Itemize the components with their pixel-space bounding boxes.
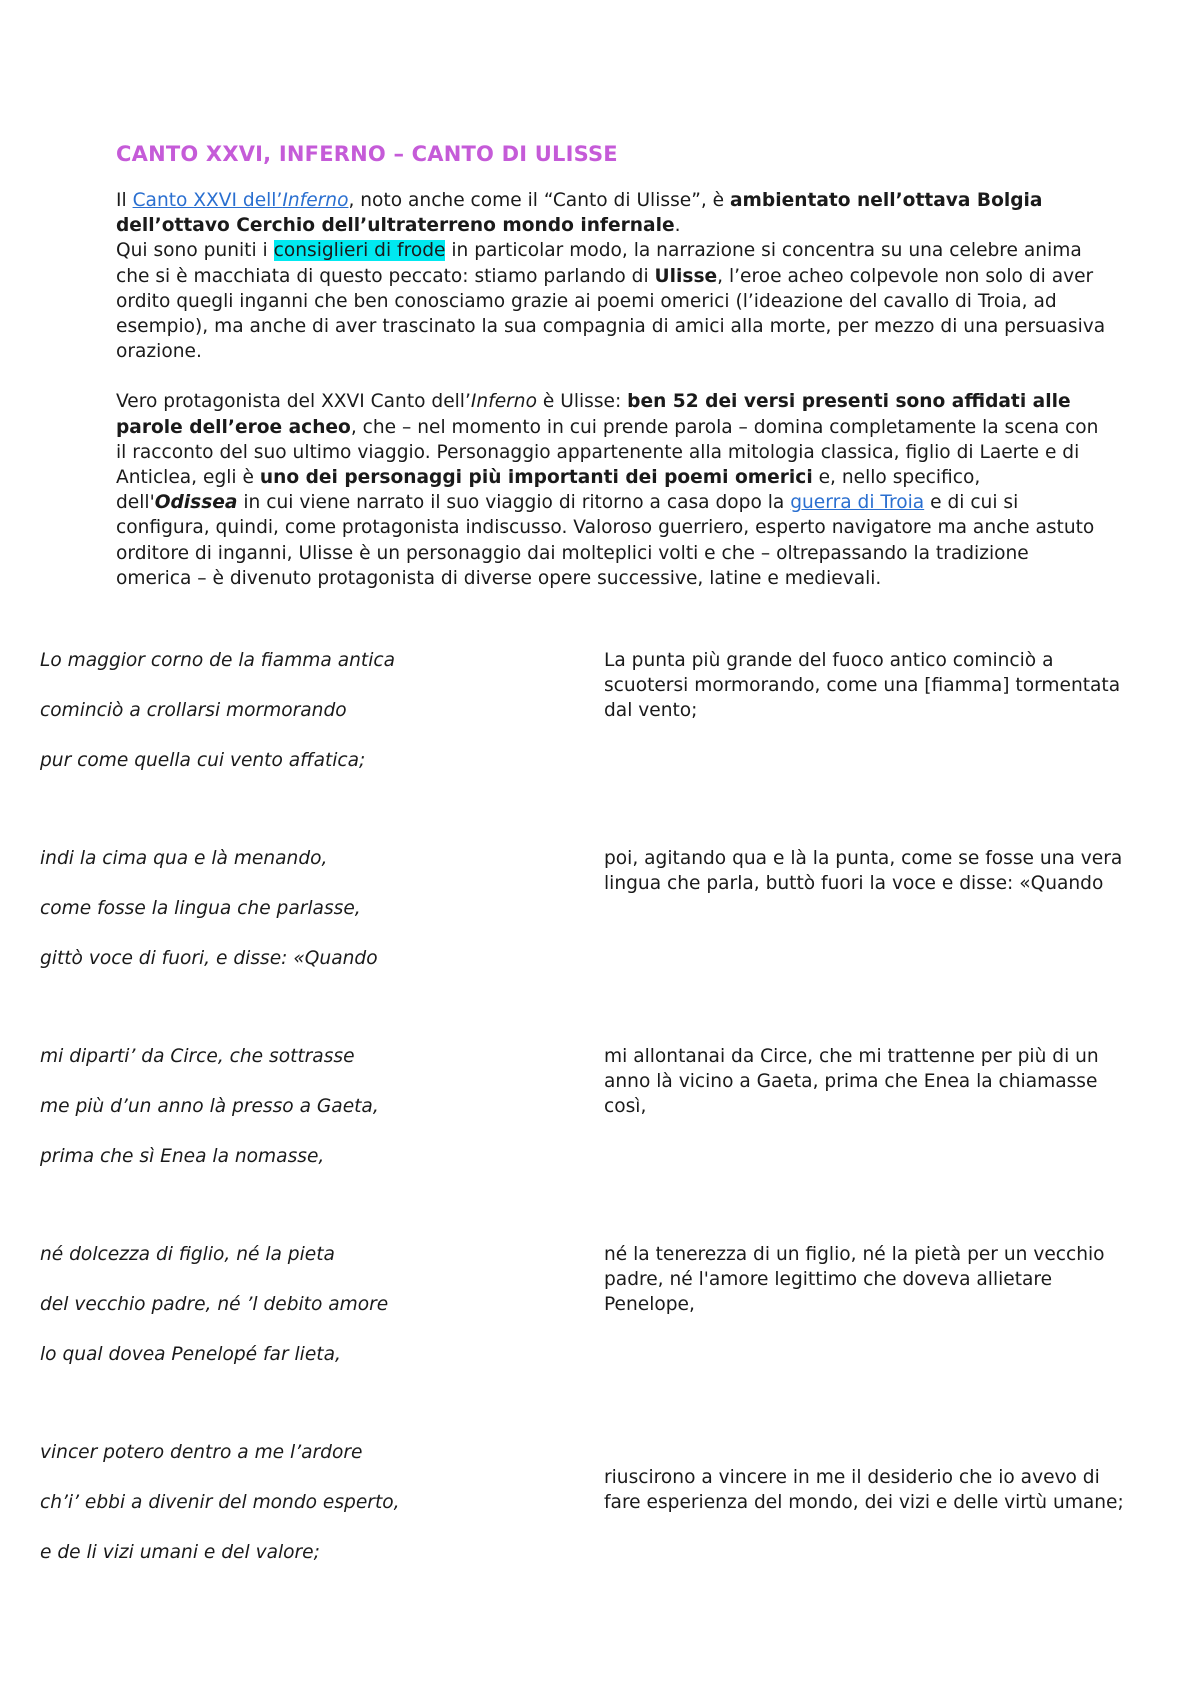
verse-line: indi la cima qua e là menando, (40, 848, 328, 869)
verse-line: mi diparti’ da Circe, che sottrasse (40, 1046, 355, 1067)
stanza-1-translation: La punta più grande del fuoco antico cominciò a scuotersi mormorando, come una [fiamma] tormentata dal vento; (604, 650, 1121, 721)
verse-line: né dolcezza di figlio, né la pieta (40, 1244, 335, 1265)
stanza-1-verses (40, 648, 560, 798)
stanza-5-verses (40, 1440, 560, 1590)
stanza-4-verses (40, 1242, 560, 1392)
verse-line: ch’i’ ebbi a divenir del mondo esperto, (40, 1492, 400, 1513)
intro-paragraph-1: Il Canto XXVI dell’Inferno, noto anche come il “Canto di Ulisse”, è ambientato nell’ottava Bolgia dell’ottavo Cerchio dell’ultraterreno mondo infernale. (116, 190, 1043, 237)
document-title: CANTO XXVI, INFERNO – CANTO DI ULISSE (116, 142, 618, 166)
verse-line: lo qual dovea Penelopé far lieta, (40, 1344, 341, 1365)
stanza-4-translation: né la tenerezza di un figlio, né la pietà per un vecchio padre, né l'amore legittimo che doveva allietare Penelope, (604, 1244, 1105, 1315)
canto-xxvi-link[interactable]: Canto XXVI dell’Inferno (132, 190, 349, 211)
verse-line: prima che sì Enea la nomasse, (40, 1146, 325, 1167)
stanza-2-verses (40, 846, 560, 996)
verse-line: me più d’un anno là presso a Gaeta, (40, 1096, 379, 1117)
stanza-5-translation: riuscirono a vincere in me il desiderio che io avevo di fare esperienza del mondo, dei vizi e delle virtù umane; (604, 1467, 1124, 1513)
verse-line: gittò voce di fuori, e disse: «Quando (40, 948, 378, 969)
verse-line: pur come quella cui vento affatica; (40, 750, 366, 771)
verse-line: vincer potero dentro a me l’ardore (40, 1442, 363, 1463)
guerra-di-troia-link[interactable]: guerra di Troia (790, 492, 925, 514)
verse-line: e de li vizi umani e del valore; (40, 1542, 320, 1563)
verse-line: come fosse la lingua che parlasse, (40, 898, 361, 919)
intro-paragraph-3: Vero protagonista del XXVI Canto dell’Inferno è Ulisse: ben 52 dei versi presenti sono affidati alle parole dell’eroe acheo, che – nel momento in cui prende parola – domina completamente la scena con il racconto del suo ultimo viaggio. Personaggio appartenente alla mitologia classica, figlio di Laerte e di Anticlea, egli è uno dei personaggi più importanti dei poemi omerici e, nello specifico, dell'Odissea in cui viene narrato il suo viaggio di ritorno a casa dopo la guerra di Troia e di cui si configura, quindi, come protagonista indiscusso. Valoroso guerriero, esperto navigatore ma anche astuto orditore di inganni, Ulisse è un personaggio dai molteplici volti e che – oltrepassando la tradizione omerica – è divenuto protagonista di diverse opere successive, latine e medievali. (116, 391, 1099, 589)
verse-line: del vecchio padre, né ’l debito amore (40, 1294, 389, 1315)
verse-line: Lo maggior corno de la fiamma antica (40, 650, 395, 671)
stanza-2-translation: poi, agitando qua e là la punta, come se fosse una vera lingua che parla, buttò fuori la voce e disse: «Quando (604, 848, 1123, 894)
stanza-3-translation: mi allontanai da Circe, che mi trattenne per più di un anno là vicino a Gaeta, prima che Enea la chiamasse così, (604, 1046, 1099, 1117)
intro-section (116, 188, 1106, 591)
highlighted-text: consiglieri di frode (273, 240, 446, 262)
verse-line: cominciò a crollarsi mormorando (40, 700, 347, 721)
stanza-3-verses (40, 1044, 560, 1194)
intro-paragraph-2: Qui sono puniti i consiglieri di frode in particolar modo, la narrazione si concentra su una celebre anima che si è macchiata di questo peccato: stiamo parlando di Ulisse, l’eroe acheo colpevole non solo di aver ordito quegli inganni che ben conosciamo grazie ai poemi omerici (l’ideazione del cavallo di Troia, ad esempio), ma anche di aver trascinato la sua compagnia di amici alla morte, per mezzo di una persuasiva orazione. (116, 240, 1106, 363)
